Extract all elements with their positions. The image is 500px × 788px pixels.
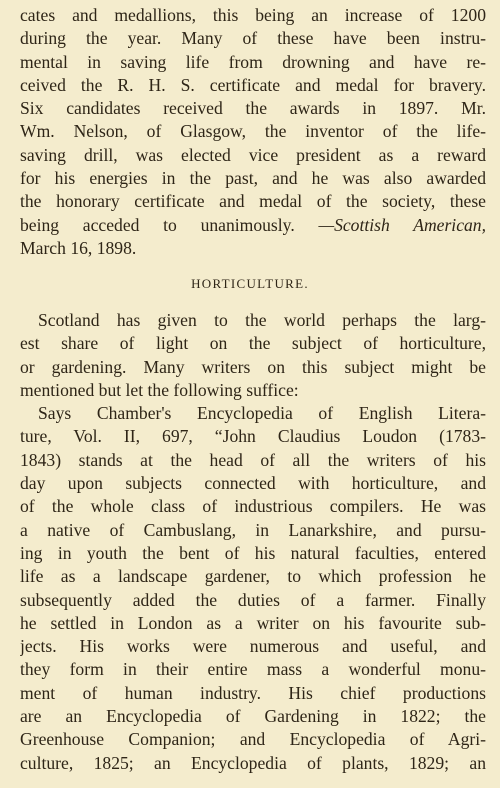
text-line: saving drill, was elected vice president as a reward — [20, 144, 486, 165]
text-line: cates and medallions, this being an increase of 1200 — [20, 5, 486, 25]
text-line: mentioned but let the following suffice: — [20, 379, 299, 400]
citation-source: —Scottish American, — [318, 214, 486, 235]
text-line: Six candidates received the awards in 1897. Mr. — [20, 98, 486, 119]
text-line: 1843) stands at the head of all the writers of his — [20, 449, 486, 470]
text-line: Scotland has given to the world perhaps the larg- — [38, 310, 486, 330]
text-line: ment of human industry. His chief productions — [20, 682, 486, 703]
text-line: Greenhouse Companion; and Encyclopedia of Agri- — [20, 729, 486, 750]
text-line: are an Encyclopedia of Gardening in 1822; the — [20, 706, 486, 727]
text-line: jects. His works were numerous and useful, and — [20, 636, 486, 657]
text-line-with-citation — [20, 214, 486, 237]
text-line: ture, Vol. II, 697, “John Claudius Loudon (1783- — [20, 426, 486, 447]
text-line: life as a landscape gardener, to which profession he — [20, 566, 486, 587]
text-line: Wm. Nelson, of Glasgow, the inventor of the life- — [20, 121, 486, 142]
paragraph-horticulture — [20, 309, 486, 775]
text-line: culture, 1825; an Encyclopedia of plants, 1829; an — [20, 752, 486, 773]
paragraph-lifesaving — [20, 4, 486, 260]
text-line: the honorary certificate and medal of the society, these — [20, 191, 486, 212]
text-fragment: being acceded to unanimously. — [20, 214, 295, 235]
text-line: they form in their entire mass a wonderful monu- — [20, 659, 486, 680]
citation-date: March 16, 1898. — [20, 237, 137, 258]
text-line: mental in saving life from drowning and have re- — [20, 51, 486, 72]
text-line: he settled in London as a writer on his favourite sub- — [20, 612, 486, 633]
text-line: a native of Cambuslang, in Lanarkshire, and pursu- — [20, 519, 486, 540]
text-line: of the whole class of industrious compilers. He was — [20, 496, 486, 517]
text-line: day upon subjects connected with horticulture, and — [20, 473, 486, 494]
section-heading: HORTICULTURE. — [191, 276, 309, 291]
text-line: subsequently added the duties of a farmer. Finally — [20, 589, 486, 610]
text-line: or gardening. Many writers on this subject might be — [20, 356, 486, 377]
text-line: during the year. Many of these have been instru- — [20, 28, 486, 49]
text-line: ing in youth the bent of his natural faculties, entered — [20, 542, 486, 563]
text-line: est share of light on the subject of horticulture, — [20, 333, 486, 354]
text-line: Says Chamber's Encyclopedia of English Litera- — [38, 403, 486, 424]
text-line: ceived the R. H. S. certificate and medal for bravery. — [20, 74, 486, 95]
text-line: for his energies in the past, and he was also awarded — [20, 168, 486, 189]
